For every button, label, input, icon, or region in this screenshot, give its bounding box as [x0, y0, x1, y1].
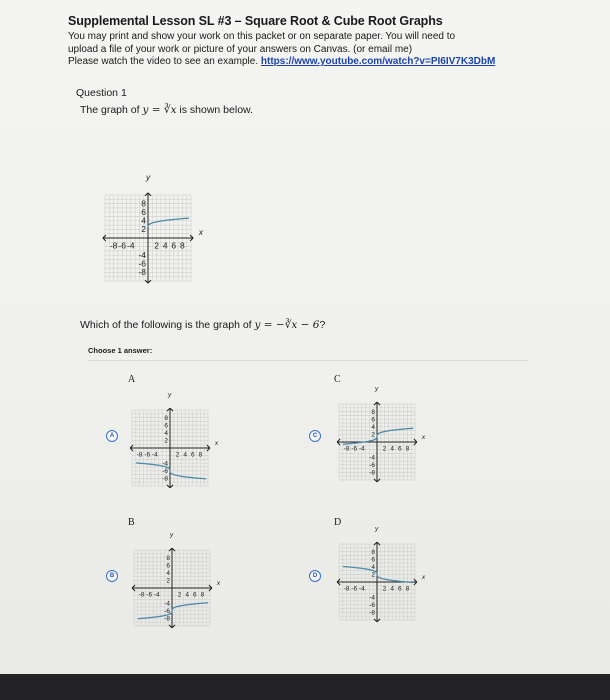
y-tick-label: 2: [166, 577, 170, 585]
choice-b-radio[interactable]: B: [106, 570, 118, 582]
instruction-line-2: upload a file of your work or picture of your answers on Canvas. (or email me): [68, 43, 413, 55]
instruction-line-3-text: Please watch the video to see an example.: [68, 56, 259, 67]
x-tick-label: -8: [136, 451, 143, 459]
instruction-line-1: You may print and show your work on this packet or on separate paper. You will need to: [68, 31, 456, 42]
y-tick-label: 6: [371, 416, 375, 424]
which-text-after: ?: [319, 319, 326, 331]
x-axis-label: x: [214, 440, 219, 447]
prompt-text-before: The graph of: [80, 104, 143, 116]
question-which: [80, 319, 325, 331]
y-tick-label: 6: [166, 562, 170, 570]
y-tick-label: -8: [369, 469, 375, 477]
y-tick-label: -4: [138, 250, 146, 261]
prompt-text-after: is shown below.: [176, 104, 253, 116]
y-tick-label: 8: [371, 548, 375, 556]
x-tick-label: 4: [183, 451, 188, 459]
y-tick-label: -6: [138, 258, 146, 269]
question-prompt: [80, 104, 253, 116]
x-tick-label: 2: [175, 451, 180, 459]
graph-choice-a[interactable]: [110, 378, 250, 503]
x-tick-label: 6: [192, 591, 197, 599]
x-tick-label: -8: [343, 445, 350, 453]
x-tick-label: -4: [358, 585, 365, 593]
x-tick-label: -8: [343, 585, 350, 593]
choice-a-radio[interactable]: A: [106, 430, 118, 442]
y-tick-label: -6: [162, 467, 168, 475]
y-tick-label: 2: [141, 224, 146, 235]
y-tick-label: 8: [371, 408, 375, 416]
choice-a-letter: A: [128, 374, 136, 385]
prompt-formula: y = ∛x: [142, 104, 177, 116]
y-tick-label: 6: [164, 422, 168, 430]
x-axis-label: x: [421, 574, 426, 581]
x-tick-label: -6: [118, 240, 126, 251]
x-tick-label: 4: [390, 585, 395, 593]
bottom-bar: [0, 674, 610, 700]
x-tick-label: 6: [397, 445, 402, 453]
video-link[interactable]: https://www.youtube.com/watch?v=PI6IV7K3DbM: [260, 56, 496, 67]
choose-label: Choose 1 answer:: [88, 346, 153, 355]
y-tick-label: 4: [164, 429, 168, 437]
graph-main: [60, 135, 240, 305]
graph-choice-b[interactable]: [110, 518, 250, 643]
choice-b-letter: B: [128, 517, 135, 528]
y-tick-label: 4: [371, 423, 375, 431]
x-tick-label: -8: [138, 591, 145, 599]
x-tick-label: -4: [358, 445, 365, 453]
y-axis-label: y: [170, 531, 174, 539]
x-tick-label: 4: [185, 591, 190, 599]
y-tick-label: -4: [369, 454, 375, 462]
divider: [88, 360, 528, 361]
y-tick-label: -8: [162, 475, 168, 483]
which-text-before: Which of the following is the graph of: [80, 319, 255, 331]
x-tick-label: 8: [200, 591, 205, 599]
choice-c-radio[interactable]: C: [309, 430, 321, 442]
y-tick-label: 4: [371, 563, 375, 571]
y-tick-label: 8: [141, 198, 146, 209]
y-tick-label: 6: [141, 207, 146, 218]
y-tick-label: -4: [162, 460, 168, 468]
y-tick-label: 8: [164, 414, 168, 422]
y-axis-label: y: [168, 391, 172, 399]
y-tick-label: 2: [371, 431, 375, 439]
y-tick-label: -6: [164, 607, 170, 615]
choice-c-letter: C: [334, 374, 341, 385]
y-tick-label: 4: [141, 215, 146, 226]
x-tick-label: 6: [171, 240, 177, 251]
x-tick-label: 6: [190, 451, 195, 459]
x-tick-label: -8: [109, 240, 118, 251]
x-tick-label: 8: [405, 585, 410, 593]
y-axis-label: y: [375, 525, 379, 533]
y-tick-label: -6: [369, 601, 375, 609]
x-tick-label: 8: [198, 451, 203, 459]
x-tick-label: -6: [351, 585, 358, 593]
y-tick-label: -4: [164, 600, 170, 608]
x-tick-label: 2: [154, 240, 159, 251]
x-axis-label: x: [421, 434, 426, 441]
question-label: Question 1: [76, 87, 127, 99]
x-tick-label: -4: [127, 240, 135, 251]
graph-choice-c[interactable]: [330, 372, 460, 497]
x-tick-label: 8: [180, 240, 185, 251]
y-tick-label: 2: [371, 571, 375, 579]
y-axis-label: y: [375, 385, 379, 393]
x-tick-label: 4: [162, 240, 168, 251]
x-tick-label: -6: [146, 591, 153, 599]
y-tick-label: 8: [166, 554, 170, 562]
instruction-line-3: [68, 56, 588, 69]
y-tick-label: -4: [369, 594, 375, 602]
choice-d-radio[interactable]: D: [309, 570, 321, 582]
y-tick-label: 2: [164, 437, 168, 445]
header: [68, 14, 588, 69]
x-tick-label: 2: [382, 585, 387, 593]
x-tick-label: 2: [382, 445, 387, 453]
y-tick-label: -8: [369, 609, 375, 617]
y-axis-label: y: [146, 171, 151, 182]
y-tick-label: 4: [166, 569, 170, 577]
x-axis-label: x: [216, 580, 221, 587]
choice-d-letter: D: [334, 517, 342, 528]
x-tick-label: -4: [153, 591, 160, 599]
x-tick-label: 6: [397, 585, 402, 593]
graph-choice-d[interactable]: [330, 512, 460, 637]
y-tick-label: -6: [369, 461, 375, 469]
x-tick-label: 2: [177, 591, 182, 599]
x-axis-label: x: [198, 227, 203, 237]
x-tick-label: -6: [351, 445, 358, 453]
x-tick-label: 8: [405, 445, 410, 453]
y-tick-label: -8: [138, 267, 146, 278]
y-tick-label: 6: [371, 556, 375, 564]
which-formula: y = −∛x − 6: [254, 319, 320, 331]
x-tick-label: -4: [151, 451, 158, 459]
y-tick-label: -8: [164, 615, 170, 623]
x-tick-label: 4: [390, 445, 395, 453]
x-tick-label: -6: [144, 451, 151, 459]
page-title: Supplemental Lesson SL #3 – Square Root & Cube Root Graphs: [68, 14, 443, 28]
